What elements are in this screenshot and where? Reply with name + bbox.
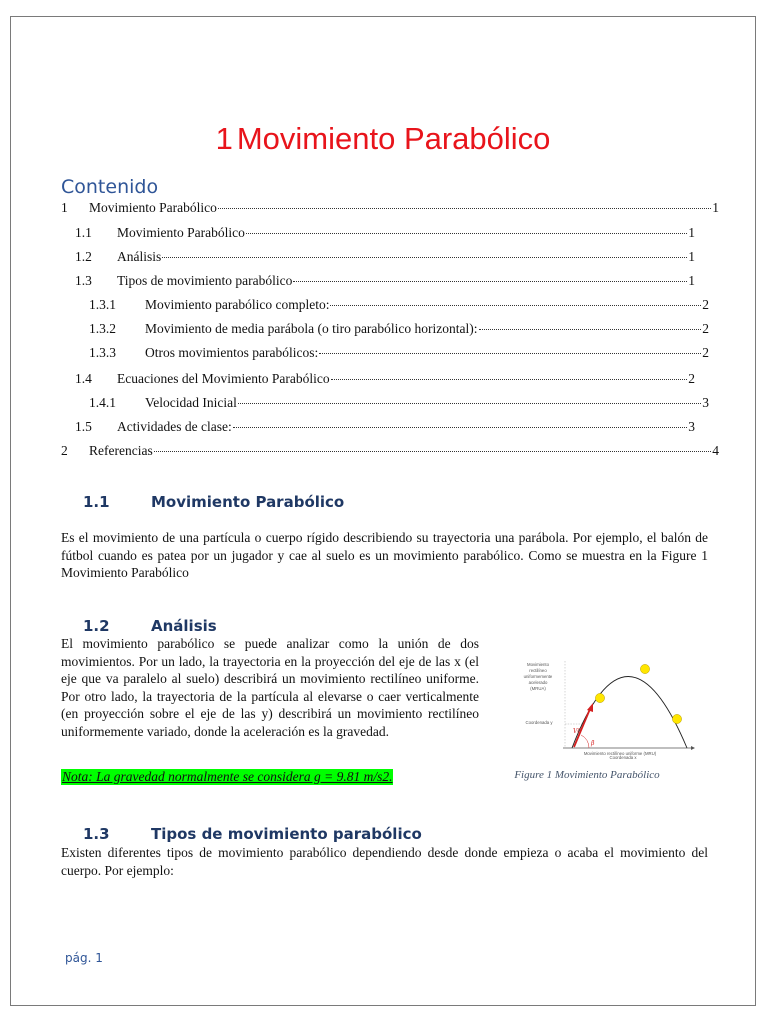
figure-caption: Figure 1 Movimiento Parabólico <box>514 769 660 781</box>
figure-y-label-line: uniformemente <box>523 674 553 679</box>
toc-heading: Contenido <box>61 176 159 198</box>
toc-entry-title: Movimiento Parabólico <box>117 225 245 240</box>
toc-entry-number: 1.1 <box>75 225 92 240</box>
toc-entry-number: 1.3.3 <box>89 345 116 360</box>
toc-entry-page: 2 <box>702 345 709 360</box>
toc-entry-title: Otros movimientos parabólicos: <box>145 345 319 360</box>
toc-dot-leader <box>238 403 701 404</box>
toc-entry-title: Tipos de movimiento parabólico <box>117 273 293 288</box>
toc-dot-leader <box>330 305 701 306</box>
section-heading-1-3: 1.3 Tipos de movimiento parabólico <box>83 825 422 843</box>
toc-entry[interactable] <box>61 395 709 413</box>
figure-x-axis-label: Coordenada x <box>609 755 637 759</box>
toc-entry-number: 1.3 <box>75 273 92 288</box>
toc-entry-page: 1 <box>712 200 719 215</box>
toc-dot-leader <box>162 257 687 258</box>
figure-angle-arc <box>581 735 589 748</box>
gravity-note: Nota: La gravedad normalmente se considera g = 9.81 m/s2. <box>62 769 393 784</box>
toc-entry-title: Referencias <box>89 443 153 458</box>
toc-entry-page: 4 <box>712 443 719 458</box>
toc-entry-title: Velocidad Inicial <box>145 395 237 410</box>
figure-ball <box>672 714 681 723</box>
figure-ball <box>595 693 604 702</box>
section-1-3-body: Existen diferentes tipos de movimiento parabólico dependiendo desde donde empieza o acaba el movimiento del cuerpo. Por ejemplo: <box>61 845 708 878</box>
document-page <box>10 16 756 1006</box>
toc-entry-title: Actividades de clase: <box>117 419 232 434</box>
figure-y-label-line: acelerado <box>528 680 548 685</box>
toc-entry-page: 2 <box>688 371 695 386</box>
toc-entry-title: Movimiento Parabólico <box>89 200 217 215</box>
toc-entry-title: Movimiento de media parábola (o tiro parabólico horizontal): <box>145 321 478 336</box>
toc-entry[interactable] <box>61 321 709 339</box>
toc-entry-page: 1 <box>688 249 695 264</box>
figure-y-label-line: (MRUA) <box>530 686 546 691</box>
parabolic-motion-figure <box>517 647 695 759</box>
toc-entry-page: 2 <box>702 297 709 312</box>
toc-entry[interactable] <box>61 297 709 315</box>
toc-dot-leader <box>233 427 688 428</box>
toc-entry[interactable] <box>61 249 695 267</box>
toc-entry-number: 1.2 <box>75 249 92 264</box>
figure-y-axis-label: Coordenada y <box>525 720 553 725</box>
toc-entry-page: 2 <box>702 321 709 336</box>
toc-dot-leader <box>293 281 687 282</box>
figure-x-label: Movimiento rectilíneo uniforme (MRU) <box>583 751 657 756</box>
toc-entry-title: Análisis <box>117 249 162 264</box>
toc-entry-number: 1.3.2 <box>89 321 116 336</box>
figure-y-label-line: rectilíneo <box>529 668 547 673</box>
toc-entry-page: 1 <box>688 273 695 288</box>
toc-entry-number: 1 <box>61 200 68 215</box>
toc-dot-leader <box>319 353 701 354</box>
toc-entry-number: 1.4 <box>75 371 92 386</box>
figure-velocity-arrowhead <box>587 703 593 712</box>
toc-entry-number: 1.4.1 <box>89 395 116 410</box>
toc-entry[interactable] <box>61 443 719 461</box>
page-number: pág. 1 <box>65 951 103 965</box>
toc-entry[interactable] <box>61 200 719 218</box>
toc-dot-leader <box>479 329 702 330</box>
toc-dot-leader <box>218 208 711 209</box>
toc-entry[interactable] <box>61 371 695 389</box>
toc-entry-title: Movimiento parabólico completo: <box>145 297 330 312</box>
title-text: Movimiento Parabólico <box>236 121 551 156</box>
section-1-1-body: Es el movimiento de una partícula o cuerpo rígido describiendo su trayectoria una parábola. Por ejemplo, el balón de fútbol cuando es patea por un jugador y cae al suelo es un movimiento parabólico. Como se muestra en la Figure 1 Movimiento Parabólico <box>61 530 708 580</box>
section-1-2-body: El movimiento parabólico se puede analizar como la unión de dos movimientos. Por un lado, la trayectoria en la proyección del eje de las x (el eje que va paralelo al suelo) describirá un movimiento rectilíneo uniforme. Por otro lado, la trayectoria de la partícula al elevarse o caer verticalmente (en proyección sobre el eje de las y) describirá un movimiento rectilíneo uniformemente variado, donde la aceleración es la gravedad. <box>61 636 479 739</box>
toc-entry-page: 1 <box>688 225 695 240</box>
toc-entry-number: 1.5 <box>75 419 92 434</box>
figure-v0-label: V0 <box>573 728 582 735</box>
figure-ball <box>640 664 649 673</box>
toc-entry[interactable] <box>61 419 695 437</box>
toc-entry-title: Ecuaciones del Movimiento Parabólico <box>117 371 330 386</box>
figure-y-label-line: Movimiento <box>527 662 549 667</box>
toc-entry[interactable] <box>61 345 709 363</box>
toc-entry[interactable] <box>61 225 695 243</box>
toc-entry-number: 1.3.1 <box>89 297 116 312</box>
toc-dot-leader <box>331 379 688 380</box>
toc-entry-page: 3 <box>702 395 709 410</box>
document-title <box>11 121 755 157</box>
toc-dot-leader <box>154 451 712 452</box>
title-number: 1 <box>215 121 233 156</box>
figure-x-arrow <box>691 746 695 750</box>
toc-entry[interactable] <box>61 273 695 291</box>
section-heading-1-1: 1.1 Movimiento Parabólico <box>83 493 345 511</box>
toc-entry-number: 2 <box>61 443 68 458</box>
section-heading-1-2: 1.2 Análisis <box>83 617 217 635</box>
figure-angle-label: β <box>591 740 595 747</box>
toc-dot-leader <box>246 233 687 234</box>
toc-entry-page: 3 <box>688 419 695 434</box>
